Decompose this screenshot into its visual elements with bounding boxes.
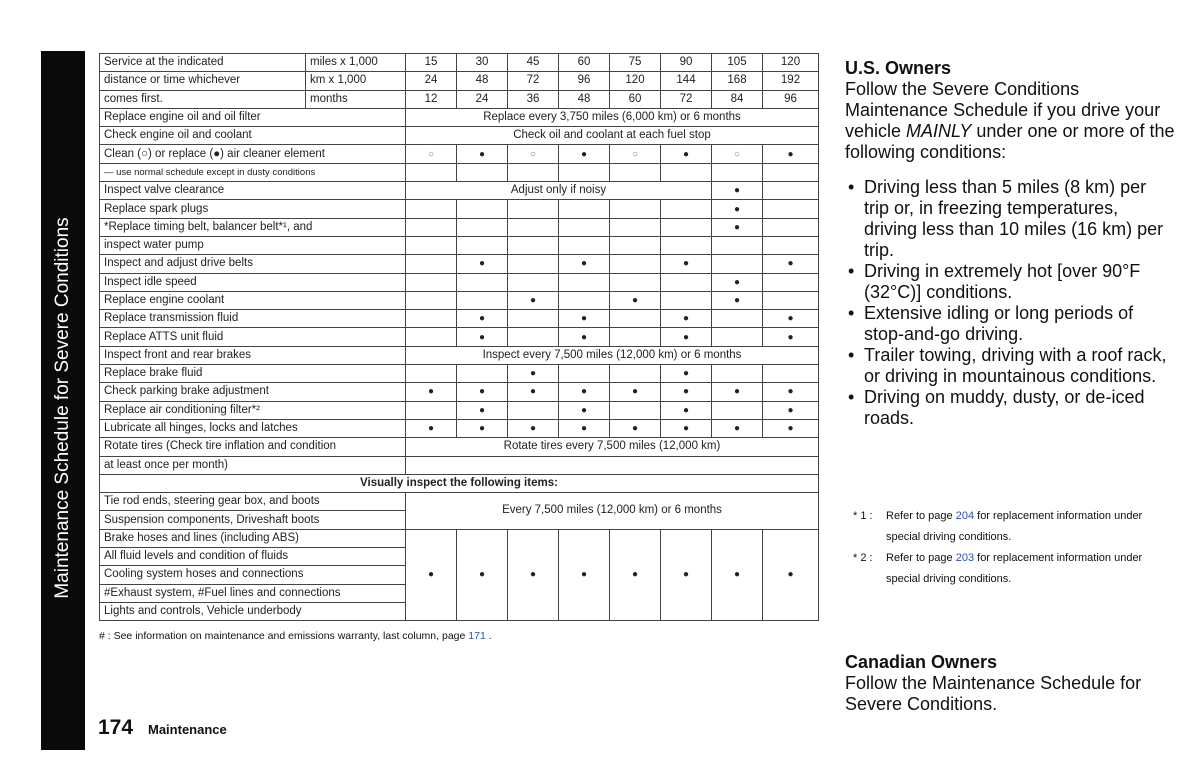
condition-text: Driving on muddy, dusty, or de-iced roads. (864, 387, 1145, 428)
service-mark (457, 200, 508, 218)
service-mark (661, 163, 712, 181)
service-mark (406, 291, 457, 309)
service-mark: ● (610, 291, 661, 309)
table-row (100, 529, 819, 547)
condition-text: Trailer towing, driving with a roof rack, or driving in mountainous conditions. (864, 345, 1167, 386)
table-row (100, 273, 819, 291)
warranty-page-link[interactable]: 171 (468, 630, 486, 642)
service-mark: ● (712, 200, 763, 218)
service-mark: ● (559, 310, 610, 328)
item-label: Lubricate all hinges, locks and latches (100, 419, 406, 437)
interval-value: 192 (763, 72, 819, 90)
service-mark (559, 365, 610, 383)
service-mark (661, 218, 712, 236)
service-mark: ● (610, 383, 661, 401)
service-mark: ● (457, 328, 508, 346)
service-mark: ● (559, 255, 610, 273)
service-mark: ● (559, 529, 610, 620)
service-mark (712, 236, 763, 254)
maintenance-schedule-table (99, 53, 819, 621)
service-mark (559, 200, 610, 218)
table-row (100, 108, 819, 126)
service-mark: ● (712, 182, 763, 200)
interval-value: 30 (457, 54, 508, 72)
clean-mark: ○ (508, 145, 559, 163)
item-label: Inspect front and rear brakes (100, 346, 406, 364)
service-mark (763, 365, 819, 383)
service-mark: ● (508, 419, 559, 437)
interval-value: 72 (661, 90, 712, 108)
footnote-1-post: for replacement information under special driving conditions. (886, 510, 1143, 543)
service-mark (406, 401, 457, 419)
table-row (100, 328, 819, 346)
service-mark (610, 236, 661, 254)
table-row (100, 200, 819, 218)
service-mark: ● (457, 145, 508, 163)
item-label: Replace spark plugs (100, 200, 406, 218)
service-mark (610, 365, 661, 383)
service-mark: ● (457, 310, 508, 328)
item-label: Replace air conditioning filter*² (100, 401, 406, 419)
service-mark: ● (406, 383, 457, 401)
footnote-1-page-link[interactable]: 204 (955, 510, 975, 522)
service-mark: ● (661, 401, 712, 419)
service-mark (406, 218, 457, 236)
service-mark: ● (661, 419, 712, 437)
service-mark (406, 236, 457, 254)
service-mark (610, 218, 661, 236)
table-row (100, 145, 819, 163)
service-mark: ● (712, 383, 763, 401)
interval-header-row (100, 72, 819, 90)
service-mark: ● (610, 529, 661, 620)
table-row (100, 493, 819, 511)
service-mark (610, 401, 661, 419)
interval-value: 36 (508, 90, 559, 108)
interval-value: 15 (406, 54, 457, 72)
canadian-owners-text: Follow the Maintenance Schedule for Severe Conditions. (845, 673, 1142, 714)
interval-value: 120 (610, 72, 661, 90)
us-owners-intro-b: under one or more of the following conditions: (845, 121, 1175, 162)
service-mark (406, 200, 457, 218)
interval-value: 75 (610, 54, 661, 72)
condition-item: • Trailer towing, driving with a roof rack, or driving in mountainous conditions. (848, 345, 1167, 386)
canadian-owners-section (845, 652, 1175, 715)
item-label: Inspect and adjust drive belts (100, 255, 406, 273)
service-mark (508, 200, 559, 218)
service-mark: ● (661, 529, 712, 620)
interval-value: 96 (763, 90, 819, 108)
service-mark (712, 401, 763, 419)
item-label: Rotate tires (Check tire inflation and condition (100, 438, 406, 456)
item-label: Inspect idle speed (100, 273, 406, 291)
interval-label: comes first. (100, 90, 306, 108)
item-label: Clean (○) or replace (●) air cleaner element (100, 145, 406, 163)
span-instruction: Every 7,500 miles (12,000 km) or 6 months (406, 493, 819, 530)
interval-value: 84 (712, 90, 763, 108)
us-owners-intro (845, 79, 1175, 163)
service-mark (712, 255, 763, 273)
table-row (100, 456, 819, 474)
service-mark: ● (712, 273, 763, 291)
interval-value: 72 (508, 72, 559, 90)
service-mark (457, 218, 508, 236)
service-mark: ● (661, 365, 712, 383)
us-owners-section (845, 58, 1175, 429)
footnote-2 (853, 548, 1153, 590)
item-label: inspect water pump (100, 236, 406, 254)
service-mark (610, 255, 661, 273)
service-mark (457, 365, 508, 383)
span-instruction: Adjust only if noisy (406, 182, 712, 200)
clean-mark: ○ (712, 145, 763, 163)
service-mark: ● (508, 365, 559, 383)
service-mark (763, 291, 819, 309)
service-mark (457, 163, 508, 181)
service-mark (508, 310, 559, 328)
service-mark (763, 236, 819, 254)
service-mark (406, 163, 457, 181)
span-instruction: Replace every 3,750 miles (6,000 km) or 6 months (406, 108, 819, 126)
table-row (100, 438, 819, 456)
service-mark: ● (457, 383, 508, 401)
service-mark (508, 328, 559, 346)
warranty-footnote-tail: . (488, 630, 492, 642)
service-mark (457, 236, 508, 254)
interval-unit: km x 1,000 (306, 72, 406, 90)
service-mark: ● (661, 310, 712, 328)
visual-inspect-header: Visually inspect the following items: (100, 474, 819, 492)
service-mark (559, 163, 610, 181)
footnote-2-mark: * 2 : (853, 552, 873, 564)
service-mark (763, 182, 819, 200)
service-mark (610, 310, 661, 328)
service-mark: ● (712, 419, 763, 437)
item-label: Tie rod ends, steering gear box, and boots (100, 493, 406, 511)
item-label: Replace engine oil and oil filter (100, 108, 406, 126)
item-label: Cooling system hoses and connections (100, 566, 406, 584)
table-row (100, 163, 819, 181)
condition-item: • Driving on muddy, dusty, or de-iced roads. (848, 387, 1145, 428)
clean-mark: ○ (406, 145, 457, 163)
item-label: — use normal schedule except in dusty conditions (100, 163, 406, 181)
service-mark: ● (763, 255, 819, 273)
footnote-1-pre: Refer to page (886, 510, 956, 522)
table-row (100, 365, 819, 383)
service-mark: ● (661, 255, 712, 273)
footnote-1-mark: * 1 : (853, 510, 873, 522)
service-mark (406, 365, 457, 383)
service-mark: ● (559, 145, 610, 163)
service-mark (712, 163, 763, 181)
item-label: Lights and controls, Vehicle underbody (100, 602, 406, 620)
item-label: at least once per month) (100, 456, 406, 474)
interval-unit: months (306, 90, 406, 108)
item-label: Replace transmission fluid (100, 310, 406, 328)
service-mark (763, 200, 819, 218)
service-mark: ● (406, 419, 457, 437)
interval-value: 45 (508, 54, 559, 72)
interval-value: 144 (661, 72, 712, 90)
condition-item: • Driving in extremely hot [over 90°F (32°C)] conditions. (848, 261, 1141, 302)
span-instruction: Check oil and coolant at each fuel stop (406, 127, 819, 145)
warranty-footnote-text: # : See information on maintenance and emissions warranty, last column, page (99, 630, 466, 642)
clean-mark: ○ (610, 145, 661, 163)
footnote-2-pre: Refer to page (886, 552, 956, 564)
interval-value: 24 (406, 72, 457, 90)
service-mark (406, 328, 457, 346)
service-mark: ● (559, 328, 610, 346)
service-mark: ● (763, 419, 819, 437)
service-mark (406, 255, 457, 273)
service-mark (508, 255, 559, 273)
service-mark (610, 328, 661, 346)
item-label: #Exhaust system, #Fuel lines and connections (100, 584, 406, 602)
service-mark (508, 163, 559, 181)
item-label: Replace ATTS unit fluid (100, 328, 406, 346)
us-owners-intro-em: MAINLY (906, 121, 972, 141)
interval-value: 48 (559, 90, 610, 108)
condition-text: Driving less than 5 miles (8 km) per trip or, in freezing temperatures, driving less than 10 miles (16 km) per trip. (864, 177, 1164, 260)
interval-value: 96 (559, 72, 610, 90)
service-mark: ● (661, 383, 712, 401)
service-mark: ● (763, 310, 819, 328)
service-mark: ● (763, 401, 819, 419)
service-mark (559, 273, 610, 291)
interval-value: 48 (457, 72, 508, 90)
warranty-footnote (99, 630, 492, 642)
service-mark (559, 291, 610, 309)
service-mark: ● (508, 291, 559, 309)
service-mark (559, 218, 610, 236)
service-mark: ● (406, 529, 457, 620)
service-mark (508, 236, 559, 254)
service-mark (661, 273, 712, 291)
interval-value: 60 (610, 90, 661, 108)
service-mark (712, 310, 763, 328)
service-mark (406, 273, 457, 291)
service-mark (763, 163, 819, 181)
table-row (100, 419, 819, 437)
interval-value: 105 (712, 54, 763, 72)
footnotes (853, 506, 1153, 590)
span-instruction: Inspect every 7,500 miles (12,000 km) or 6 months (406, 346, 819, 364)
item-label: All fluid levels and condition of fluids (100, 548, 406, 566)
interval-value: 24 (457, 90, 508, 108)
footnote-2-post: for replacement information under special driving conditions. (886, 552, 1143, 585)
item-label: *Replace timing belt, balancer belt*¹, and (100, 218, 406, 236)
service-mark: ● (457, 255, 508, 273)
table-row (100, 383, 819, 401)
service-mark (661, 291, 712, 309)
table-row (100, 255, 819, 273)
table-row (100, 127, 819, 145)
service-mark (712, 328, 763, 346)
service-mark: ● (559, 401, 610, 419)
service-mark: ● (712, 291, 763, 309)
service-mark: ● (457, 401, 508, 419)
table-row (100, 218, 819, 236)
service-mark: ● (457, 529, 508, 620)
table-row (100, 291, 819, 309)
service-mark: ● (610, 419, 661, 437)
visual-inspect-header-row (100, 474, 819, 492)
service-mark (661, 236, 712, 254)
service-mark (712, 365, 763, 383)
interval-value: 60 (559, 54, 610, 72)
us-owners-title: U.S. Owners (845, 58, 952, 78)
service-mark (763, 273, 819, 291)
table-row (100, 401, 819, 419)
service-mark: ● (712, 529, 763, 620)
item-label: Replace engine coolant (100, 291, 406, 309)
service-mark: ● (712, 218, 763, 236)
service-mark (457, 291, 508, 309)
item-label: Check engine oil and coolant (100, 127, 406, 145)
service-mark: ● (763, 145, 819, 163)
service-mark: ● (763, 383, 819, 401)
service-mark (508, 401, 559, 419)
canadian-owners-title: Canadian Owners (845, 652, 998, 672)
item-label: Check parking brake adjustment (100, 383, 406, 401)
item-label: Replace brake fluid (100, 365, 406, 383)
interval-unit: miles x 1,000 (306, 54, 406, 72)
item-label: Suspension components, Driveshaft boots (100, 511, 406, 529)
service-mark (610, 273, 661, 291)
service-mark: ● (508, 383, 559, 401)
service-mark (559, 236, 610, 254)
table-row (100, 182, 819, 200)
interval-label: Service at the indicated (100, 54, 306, 72)
span-instruction (406, 456, 819, 474)
table-row (100, 236, 819, 254)
us-owners-intro-a: Follow the Severe Conditions Maintenance Schedule if you drive your vehicle (845, 79, 1161, 141)
service-mark: ● (661, 145, 712, 163)
service-mark: ● (508, 529, 559, 620)
side-tab-label: Maintenance Schedule for Severe Conditions (52, 217, 73, 599)
service-mark (763, 218, 819, 236)
service-mark (457, 273, 508, 291)
service-mark (508, 273, 559, 291)
footnote-2-page-link[interactable]: 203 (955, 552, 975, 564)
interval-label: distance or time whichever (100, 72, 306, 90)
condition-item: • Extensive idling or long periods of stop-and-go driving. (848, 303, 1134, 344)
page-section: Maintenance (148, 722, 227, 737)
interval-header-row (100, 54, 819, 72)
service-mark: ● (559, 383, 610, 401)
service-mark (406, 310, 457, 328)
interval-value: 168 (712, 72, 763, 90)
interval-value: 120 (763, 54, 819, 72)
service-mark: ● (661, 328, 712, 346)
condition-text: Driving in extremely hot [over 90°F (32°C)] conditions. (864, 261, 1141, 302)
footnote-1 (853, 506, 1153, 548)
conditions-list (845, 177, 1175, 429)
service-mark: ● (763, 328, 819, 346)
interval-value: 12 (406, 90, 457, 108)
condition-text: Extensive idling or long periods of stop-and-go driving. (864, 303, 1134, 344)
table-row (100, 310, 819, 328)
service-mark (610, 200, 661, 218)
service-mark: ● (763, 529, 819, 620)
service-mark (610, 163, 661, 181)
service-mark: ● (559, 419, 610, 437)
service-mark (661, 200, 712, 218)
interval-value: 90 (661, 54, 712, 72)
condition-item: • Driving less than 5 miles (8 km) per trip or, in freezing temperatures, driving less than 10 miles (16 km) per trip. (848, 177, 1164, 260)
item-label: Inspect valve clearance (100, 182, 406, 200)
service-mark: ● (457, 419, 508, 437)
interval-header-row (100, 90, 819, 108)
span-instruction: Rotate tires every 7,500 miles (12,000 km) (406, 438, 819, 456)
item-label: Brake hoses and lines (including ABS) (100, 529, 406, 547)
page-number: 174 (98, 716, 134, 739)
service-mark (508, 218, 559, 236)
table-row (100, 346, 819, 364)
